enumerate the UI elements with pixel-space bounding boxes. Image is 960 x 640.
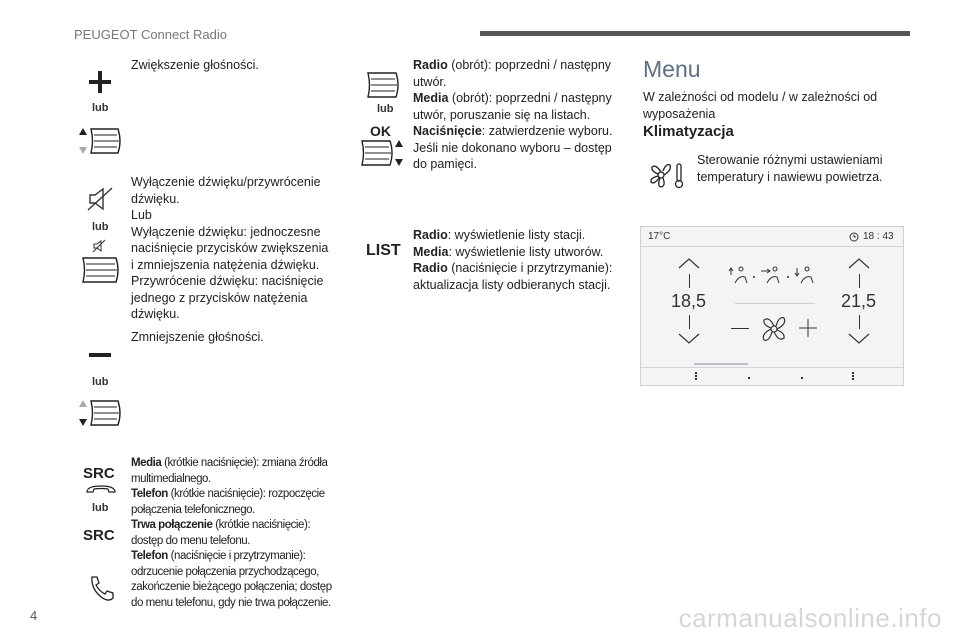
temp-left-value: 18,5 — [671, 291, 707, 311]
page-indicator — [694, 363, 748, 365]
climate-fan-temperature-icon — [648, 160, 688, 190]
temp-right-value: 21,5 — [841, 291, 877, 311]
outside-temperature: 17°C — [648, 231, 671, 242]
klimatyzacja-description: Sterowanie różnymi ustawieniami temperatury i nawiewu powietrza. — [697, 153, 883, 184]
thumbwheel-control-icon — [366, 70, 400, 100]
temp-left-up-icon[interactable] — [677, 257, 701, 269]
ok-thumbwheel-control-icon — [360, 138, 404, 168]
steering-volume-up-control-icon — [78, 126, 124, 156]
src-phone-text: Media (krótkie naciśnięcie): zmiana źródła multimedialnego. Telefon (krótkie naciśnięcie): rozpoczęcie połączenia telefonicznego. Trwa połączenie (krótkie naciśnięcie): dostęp do menu telefonu. Telefon (naciśnięcie i przytrzymanie): odrzucenie połączenia przychodzącego, zakończenie bieżącego połączenia; dostęp do menu telefonu, gdy nie trwa połączenie. — [131, 457, 332, 609]
phone-icon — [86, 574, 116, 604]
page-number: 4 — [30, 608, 38, 623]
temp-right-up-icon[interactable] — [847, 257, 871, 269]
fan-minus-icon[interactable] — [731, 328, 749, 329]
dot-icon — [801, 377, 803, 379]
temp-right-down-icon[interactable] — [847, 333, 871, 345]
screen-divider — [735, 303, 815, 304]
more-options-icon[interactable] — [852, 372, 856, 380]
clock-time: 18 : 43 — [863, 231, 894, 242]
temp-left-tick — [689, 274, 690, 288]
src-label: SRC — [83, 465, 115, 482]
temp-left-tick — [689, 315, 690, 329]
temp-left-down-icon[interactable] — [677, 333, 701, 345]
screen-divider — [641, 246, 903, 247]
list-label: LIST — [366, 242, 401, 259]
fan-icon — [759, 314, 789, 344]
running-header: PEUGEOT Connect Radio — [74, 27, 227, 42]
volume-down-text: Zmniejszenie głośności. — [131, 330, 264, 344]
rotate-text: Radio (obrót): poprzedni / następny utwór. Media (obrót): poprzedni / następny utwór, poruszanie się na listach. Naciśnięcie: zatwierdzenie wyboru. Jeśli nie dokonano wyboru – dostęp do pamięci. — [413, 58, 613, 171]
lub-label: lub — [92, 221, 109, 233]
temp-right-tick — [859, 315, 860, 329]
mute-text: Wyłączenie dźwięku/przywrócenie dźwięku. Lub Wyłączenie dźwięku: jednoczesne naciśnięcie przycisków zwiększenia i zmniejszenia natężenia dźwięku. Przywrócenie dźwięku: naciśnięcie jednego z przycisków natężenia dźwięku. — [131, 175, 329, 321]
small-mute-icon — [92, 239, 106, 253]
more-options-icon[interactable] — [695, 372, 699, 380]
fan-plus-icon[interactable] — [799, 319, 817, 337]
temp-right-tick — [859, 274, 860, 288]
airflow-modes-icon[interactable] — [727, 265, 823, 287]
phone-hangup-icon — [85, 483, 117, 495]
volume-up-text: Zwiększenie głośności. — [131, 58, 259, 72]
ok-label: OK — [370, 123, 391, 139]
plus-icon — [88, 70, 112, 94]
dot-icon — [748, 377, 750, 379]
minus-icon — [88, 351, 112, 359]
steering-control-icon — [80, 255, 122, 285]
lub-label: lub — [92, 502, 109, 514]
klimatyzacja-heading: Klimatyzacja — [643, 123, 734, 140]
steering-volume-down-control-icon — [78, 398, 124, 428]
list-text: Radio: wyświetlenie listy stacji. Media: wyświetlenie listy utworów. Radio (naciśnięcie i przytrzymanie): aktualizacja listy odbieranych stacji. — [413, 228, 613, 292]
header-bar — [480, 31, 910, 36]
clock-icon — [849, 232, 859, 242]
lub-label: lub — [377, 103, 394, 115]
menu-heading: Menu — [643, 56, 701, 82]
climate-screen — [640, 226, 904, 386]
watermark: carmanualsonline.info — [678, 603, 942, 633]
lub-label: lub — [92, 102, 109, 114]
lub-label: lub — [92, 376, 109, 388]
menu-intro: W zależności od modelu / w zależności od wyposażenia — [643, 90, 878, 121]
src-label: SRC — [83, 527, 115, 544]
mute-icon — [86, 186, 114, 212]
screen-divider — [641, 367, 903, 368]
